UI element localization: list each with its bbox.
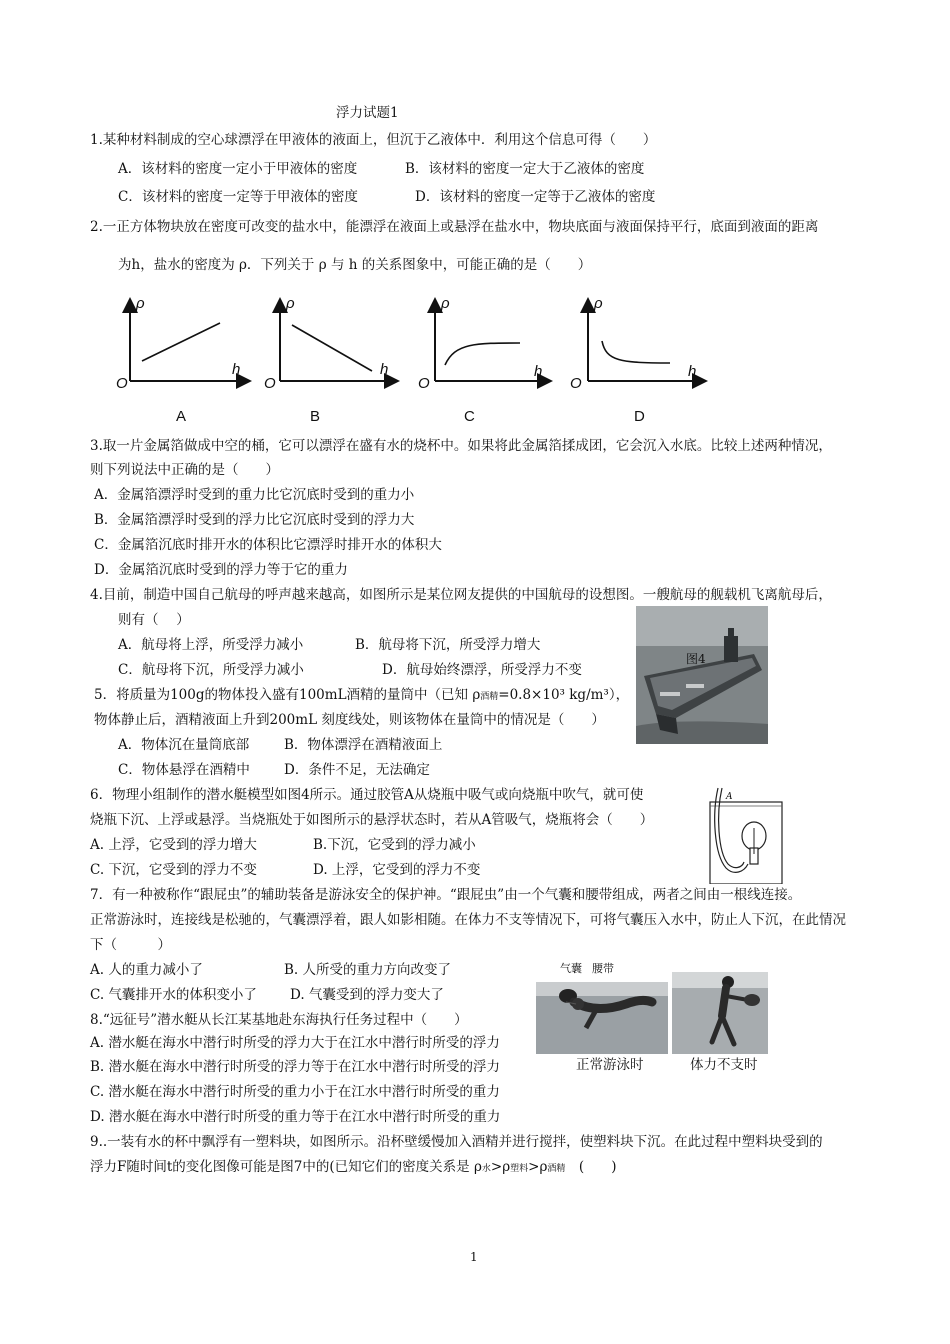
caption-exhausted: 体力不支时 (690, 1057, 758, 1072)
exhausted-swimming-svg (672, 972, 768, 1054)
graph-a-caption: A (176, 408, 187, 425)
normal-swimming-figure (536, 958, 668, 1054)
graph-d-x-label: h (688, 363, 697, 380)
q6-stem-line1: 6．物理小组制作的潜水艇模型如图4所示。通过胶管A从烧瓶中吸气或向烧瓶中吹气，就可使 (90, 787, 644, 803)
q1-option-d: D．该材料的密度一定等于乙液体的密度 (415, 189, 656, 205)
q6-stem-line2: 烧瓶下沉、上浮或悬浮。当烧瓶处于如图所示的悬浮状态时，若从A管吸气，烧瓶将会（ ） (90, 812, 654, 828)
carrier-illustration (636, 606, 768, 744)
q4-stem-line2: 则有（ ） (118, 612, 190, 628)
graph-d (588, 305, 700, 381)
graph-d-origin: O (570, 375, 582, 392)
q1-option-c: C．该材料的密度一定等于甲液体的密度 (118, 189, 358, 205)
q7-option-d: D. 气囊受到的浮力变大了 (290, 987, 444, 1003)
q8-option-c: C. 潜水艇在海水中潜行时所受的重力小于在江水中潜行时所受的重力 (90, 1084, 500, 1100)
q4-option-c: C．航母将下沉，所受浮力减小 (118, 662, 304, 678)
q3-option-c: C．金属箔沉底时排开水的体积比它漂浮时排开水的体积大 (94, 537, 442, 553)
q1-option-a: A．该材料的密度一定小于甲液体的密度 (118, 161, 358, 177)
q7-option-c: C. 气囊排开水的体积变小了 (90, 987, 257, 1003)
q5-stem-part2: =0.8×10³ kg/m³）， (498, 687, 630, 703)
q1-option-b: B．该材料的密度一定大于乙液体的密度 (405, 161, 645, 177)
page-title: 浮力试题1 (336, 105, 399, 121)
graph-d-caption: D (634, 408, 645, 425)
q8-option-b: B. 潜水艇在海水中潜行时所受的浮力等于在江水中潜行时所受的浮力 (90, 1059, 501, 1075)
q6-option-c: C. 下沉，它受到的浮力不变 (90, 862, 257, 878)
q2-stem-line2: 为h，盐水的密度为 ρ．下列关于 ρ 与 h 的关系图象中，可能正确的是（ ） (118, 257, 592, 273)
q1-stem: 1.某种材料制成的空心球漂浮在甲液体的液面上，但沉于乙液体中．利用这个信息可得（ ） (90, 132, 657, 148)
carrier-photo-label: 图4 (686, 652, 706, 666)
q7-option-a: A. 人的重力减小了 (90, 962, 203, 978)
q9-stem-line1: 9..一装有水的杯中飘浮有一塑料块，如图所示。沿杯壁缓慢加入酒精并进行搅拌，使塑料块下沉。在此过程中塑料块受到的 (90, 1134, 823, 1150)
graph-a-origin: O (116, 375, 128, 392)
q4-option-d: D．航母始终漂浮，所受浮力不变 (382, 662, 582, 678)
q5-option-b: B．物体漂浮在酒精液面上 (284, 737, 443, 753)
q5-stem-line2: 物体静止后，酒精液面上升到200mL 刻度线处，则该物体在量筒中的情况是（ ） (94, 712, 605, 728)
airbag-label: 气囊 (560, 963, 582, 975)
belt-label: 腰带 (592, 963, 614, 975)
q8-option-a: A. 潜水艇在海水中潜行时所受的浮力大于在江水中潜行时所受的浮力 (90, 1035, 500, 1051)
q4-option-a: A．航母将上浮，所受浮力减小 (118, 637, 304, 653)
page-number: 1 (470, 1250, 478, 1264)
q9-stem-line2 (90, 1158, 616, 1178)
q2-stem-line1: 2.一正方体物块放在密度可改变的盐水中，能漂浮在液面上或悬浮在盐水中，物块底面与液面保持平行，底面到液面的距离 (90, 219, 819, 235)
q5-stem-part1: 5．将质量为100g的物体投入盛有100mL酒精的量筒中（已知 ρ (94, 687, 481, 703)
graph-b-origin: O (264, 375, 276, 392)
graph-b (280, 305, 392, 381)
q9-gt1: >ρ (490, 1159, 511, 1175)
q5-option-a: A．物体沉在量筒底部 (118, 737, 250, 753)
q3-stem-line2: 则下列说法中正确的是（ ） (90, 462, 279, 478)
q4-option-b: B．航母将下沉，所受浮力增大 (355, 637, 541, 653)
q3-option-d: D．金属箔沉底时受到的浮力等于它的重力 (94, 562, 348, 578)
submarine-model-figure (704, 784, 784, 884)
q5-option-c: C．物体悬浮在酒精中 (118, 762, 250, 778)
q6-option-d: D. 上浮，它受到的浮力不变 (313, 862, 481, 878)
tube-a-label: A (726, 792, 733, 802)
q9-stem-part1: 浮力F随时间t的变化图像可能是图7中的(已知它们的密度关系是 ρ (90, 1159, 482, 1175)
q2-graphs (110, 293, 710, 403)
q4-stem-line1: 4.目前，制造中国自己航母的呼声越来越高，如图所示是某位网友提供的中国航母的设想图。一艘航母的舰载机飞离航母后， (90, 587, 832, 603)
graph-b-y-label: ρ (286, 295, 295, 312)
q7-stem-line1: 7．有一种被称作“跟屁虫”的辅助装备是游泳安全的保护神。“跟屁虫”由一个气囊和腰带组成，两者之间由一根线连接。 (90, 887, 802, 903)
graph-b-caption: B (310, 408, 321, 425)
graph-c-origin: O (418, 375, 430, 392)
graph-c (435, 305, 545, 381)
graph-c-y-label: ρ (441, 295, 450, 312)
graph-c-x-label: h (534, 363, 543, 380)
q7-option-b: B. 人所受的重力方向改变了 (284, 962, 452, 978)
q3-stem-line1: 3.取一片金属箔做成中空的桶，它可以漂浮在盛有水的烧杯中。如果将此金属箔揉成团，它会沉入水底。比较上述两种情况， (90, 438, 832, 454)
graph-a-x-label: h (232, 361, 241, 378)
q2-graphs-svg (110, 293, 710, 403)
caption-normal-swimming: 正常游泳时 (576, 1057, 644, 1072)
q8-option-d: D. 潜水艇在海水中潜行时所受的重力等于在江水中潜行时所受的重力 (90, 1109, 501, 1125)
q8-stem: 8.“远征号”潜水艇从长江某基地赴东海执行任务过程中（ ） (90, 1012, 468, 1028)
q7-stem-line3: 下（ ） (90, 937, 171, 953)
graph-d-y-label: ρ (594, 295, 603, 312)
q9-sub-alcohol: 酒精 (547, 1164, 566, 1174)
q9-stem-part2: ( ) (565, 1159, 617, 1175)
exhausted-swimming-figure (672, 972, 768, 1054)
q6-option-b: B.下沉，它受到的浮力减小 (313, 837, 476, 853)
q5-stem-sub: 酒精 (480, 692, 499, 702)
graph-c-caption: C (464, 408, 475, 425)
q5-stem-line1 (94, 686, 629, 706)
q9-gt2: >ρ (528, 1159, 548, 1175)
q5-option-d: D．条件不足，无法确定 (284, 762, 430, 778)
q3-option-b: B．金属箔漂浮时受到的浮力比它沉底时受到的浮力大 (94, 512, 415, 528)
q9-sub-plastic: 塑料 (510, 1164, 529, 1174)
aircraft-carrier-photo (636, 606, 768, 744)
graph-a-y-label: ρ (136, 295, 145, 312)
q3-option-a: A．金属箔漂浮时受到的重力比它沉底时受到的重力小 (94, 487, 415, 503)
q6-option-a: A. 上浮，它受到的浮力增大 (90, 837, 257, 853)
q9-sub-water: 水 (481, 1164, 491, 1174)
graph-a (130, 305, 244, 381)
submarine-model-svg (704, 784, 784, 884)
graph-b-x-label: h (380, 361, 389, 378)
q7-stem-line2: 正常游泳时，连接线是松驰的，气囊漂浮着，跟人如影相随。在体力不支等情况下，可将气囊压入水中，防止人下沉，在此情况 (90, 912, 846, 928)
